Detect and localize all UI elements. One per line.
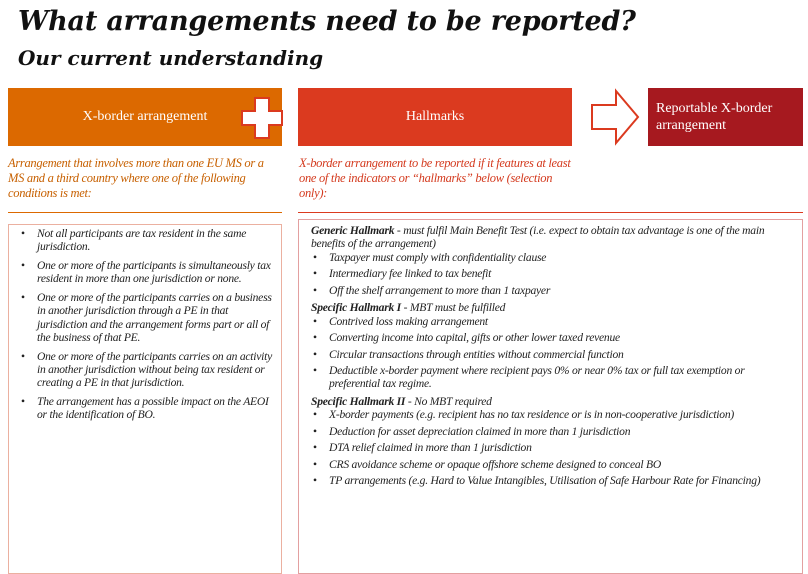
hallmark-list bbox=[311, 315, 794, 391]
hallmark-item: • Intermediary fee linked to tax benefit bbox=[311, 267, 794, 280]
hallmark-item: • Converting income into capital, gifts or other lower taxed revenue bbox=[311, 331, 794, 344]
xborder-definition: Arrangement that involves more than one EU MS or a MS and a third country where one of the following conditions is met: bbox=[8, 156, 264, 200]
specific-hallmark-2-section bbox=[311, 395, 794, 488]
section-title bbox=[311, 301, 794, 314]
hallmark-item: • Deduction for asset depreciation claimed in more than 1 jurisdiction bbox=[311, 425, 794, 438]
hallmark-item: • Deductible x-border payment where recipient pays 0% or near 0% tax or full tax exemption or preferential tax regime. bbox=[311, 364, 794, 391]
conditions-panel bbox=[8, 224, 282, 574]
hallmark-item: • X-border payments (e.g. recipient has no tax residence or is in non-cooperative jurisdiction) bbox=[311, 408, 794, 421]
arrow-right-icon bbox=[590, 88, 640, 146]
hallmark-item: • Off the shelf arrangement to more than 1 taxpayer bbox=[311, 284, 794, 297]
divider-right bbox=[298, 212, 803, 213]
section-note: - must fulfil Main Benefit Test (i.e. expect to obtain tax advantage is one of the main benefits of the arrangement) bbox=[311, 224, 765, 251]
conditions-list bbox=[19, 227, 273, 422]
condition-item: • Not all participants are tax resident in the same jurisdiction. bbox=[19, 227, 273, 254]
xborder-arrangement-label: X-border arrangement bbox=[82, 109, 208, 125]
page-subtitle: Our current understanding bbox=[18, 46, 324, 70]
hallmark-list bbox=[311, 408, 794, 487]
hallmark-item: • CRS avoidance scheme or opaque offshore scheme designed to conceal BO bbox=[311, 458, 794, 471]
section-note: - MBT must be fulfilled bbox=[400, 301, 506, 315]
condition-item: • The arrangement has a possible impact on the AEOI or the identification of BO. bbox=[19, 395, 273, 422]
hallmark-item: • TP arrangements (e.g. Hard to Value Intangibles, Utilisation of Safe Harbour Rate for Financing) bbox=[311, 474, 794, 487]
hallmarks-box bbox=[298, 88, 572, 146]
hallmark-item: • Contrived loss making arrangement bbox=[311, 315, 794, 328]
condition-item: • One or more of the participants carries on a business in another jurisdiction through a PE in that jurisdiction and the arrangement forms part or all of the business of that PE. bbox=[19, 291, 273, 345]
hallmarks-definition: X-border arrangement to be reported if it features at least one of the indicators or “hallmarks” below (selection only): bbox=[299, 156, 571, 200]
generic-hallmark-section bbox=[311, 224, 794, 297]
hallmark-list bbox=[311, 251, 794, 297]
plus-icon bbox=[238, 94, 286, 142]
section-title bbox=[311, 224, 794, 251]
page-title: What arrangements need to be reported? bbox=[18, 6, 636, 37]
reportable-arrangement-label: Reportable X-border arrangement bbox=[656, 100, 773, 133]
reportable-arrangement-box bbox=[648, 88, 803, 146]
condition-item: • One or more of the participants carries on an activity in another jurisdiction without being tax resident or creating a PE in that jurisdiction. bbox=[19, 350, 273, 390]
hallmarks-label: Hallmarks bbox=[405, 109, 465, 125]
condition-item: • One or more of the participants is simultaneously tax resident in more than one jurisdiction or none. bbox=[19, 259, 273, 286]
section-heading: Specific Hallmark I bbox=[311, 301, 401, 315]
hallmark-item: • Circular transactions through entities without commercial function bbox=[311, 348, 794, 361]
section-heading: Specific Hallmark II bbox=[311, 394, 406, 408]
hallmarks-panel bbox=[298, 219, 803, 574]
divider-left bbox=[8, 212, 282, 213]
hallmark-item: • DTA relief claimed in more than 1 jurisdiction bbox=[311, 441, 794, 454]
specific-hallmark-1-section bbox=[311, 301, 794, 391]
section-title bbox=[311, 395, 794, 408]
hallmark-item: • Taxpayer must comply with confidentiality clause bbox=[311, 251, 794, 264]
section-heading: Generic Hallmark bbox=[311, 224, 395, 237]
section-note: - No MBT required bbox=[405, 394, 492, 408]
